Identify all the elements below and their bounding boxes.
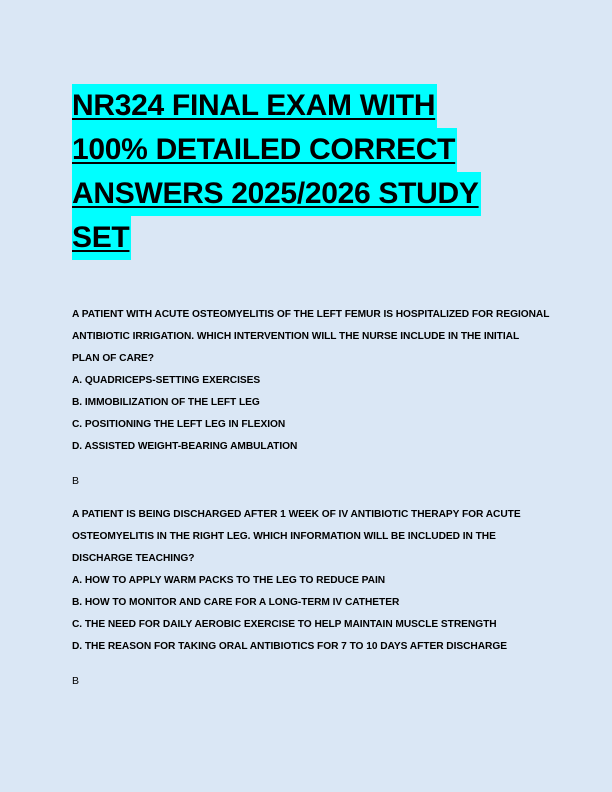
title-line: 100% DETAILED CORRECT	[72, 128, 457, 172]
question-stem-line: A PATIENT IS BEING DISCHARGED AFTER 1 WEEK OF IV ANTIBIOTIC THERAPY FOR ACUTE	[72, 509, 521, 520]
answer-option-c: C. POSITIONING THE LEFT LEG IN FLEXION	[72, 419, 286, 430]
correct-answer: B	[72, 675, 80, 687]
title-line: NR324 FINAL EXAM WITH	[72, 84, 437, 128]
question-block-2	[72, 504, 542, 692]
title-line: SET	[72, 216, 131, 260]
question-stem-line: A PATIENT WITH ACUTE OSTEOMYELITIS OF THE LEFT FEMUR IS HOSPITALIZED FOR REGIONAL	[72, 309, 550, 320]
question-stem-line: DISCHARGE TEACHING?	[72, 553, 195, 564]
document-title	[72, 84, 542, 260]
answer-option-b: B. HOW TO MONITOR AND CARE FOR A LONG-TERM IV CATHETER	[72, 597, 400, 608]
answer-option-d: D. THE REASON FOR TAKING ORAL ANTIBIOTICS FOR 7 TO 10 DAYS AFTER DISCHARGE	[72, 641, 507, 652]
question-stem-line: ANTIBIOTIC IRRIGATION. WHICH INTERVENTION WILL THE NURSE INCLUDE IN THE INITIAL	[72, 331, 520, 342]
answer-option-a: A. HOW TO APPLY WARM PACKS TO THE LEG TO REDUCE PAIN	[72, 575, 386, 586]
question-stem-line: PLAN OF CARE?	[72, 353, 154, 364]
document-page	[72, 84, 550, 687]
answer-option-c: C. THE NEED FOR DAILY AEROBIC EXERCISE TO HELP MAINTAIN MUSCLE STRENGTH	[72, 619, 497, 630]
answer-option-b: B. IMMOBILIZATION OF THE LEFT LEG	[72, 397, 260, 408]
question-stem-line: OSTEOMYELITIS IN THE RIGHT LEG. WHICH INFORMATION WILL BE INCLUDED IN THE	[72, 531, 496, 542]
question-block-1	[72, 304, 550, 492]
correct-answer: B	[72, 475, 80, 487]
answer-option-d: D. ASSISTED WEIGHT-BEARING AMBULATION	[72, 441, 298, 452]
title-line: ANSWERS 2025/2026 STUDY	[72, 172, 481, 216]
answer-option-a: A. QUADRICEPS-SETTING EXERCISES	[72, 375, 261, 386]
